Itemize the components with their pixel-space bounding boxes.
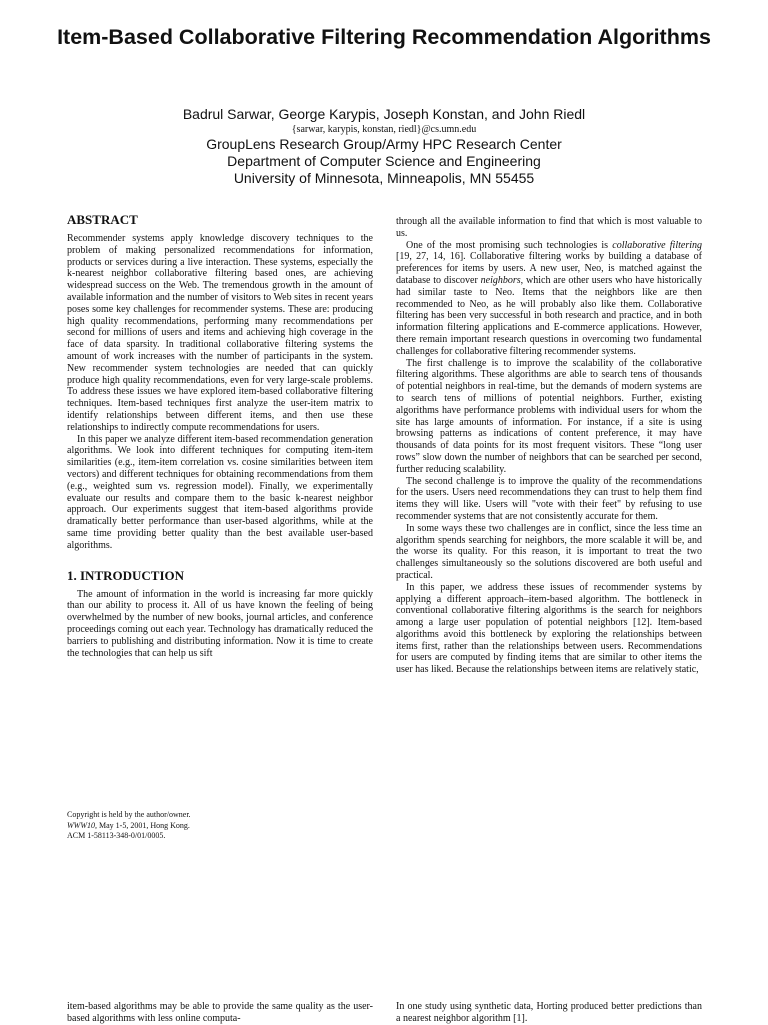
venue-name: WWW10, (67, 820, 97, 830)
intro-continuation: through all the available information to find that which is most valuable to us. (396, 216, 702, 239)
intro-paragraph-approach: In this paper, we address these issues of recommender systems by applying a different approach–item-based algorithm. The bottleneck in conventional collaborative filtering algorithms is the search for neighbors among a large user population of potential neighbors [12]. Item-based algorithms avoid this bottleneck by exploring the relationships between items first, rather than the relationships between users. Recommendations for users are computed by finding items that are similar to other items the user has liked. Because the relationships between items are relatively static, (396, 581, 702, 676)
emphasis-collaborative-filtering: collaborative filtering (612, 239, 702, 251)
author-names: Badrul Sarwar, George Karypis, Joseph Konstan, and John Riedl (182, 106, 586, 122)
introduction-paragraph-1: The amount of information in the world is increasing far more quickly than our ability to process it. All of us have known the feeling of being overwhelmed by the number of new books, journal articles, and conference proceedings coming out each year. Technology has dramatically reduced the barriers to publishing and distributing information. Now it is time to create the technologies that can help us sift (67, 588, 373, 659)
affiliation-department: Department of Computer Science and Engineering (227, 153, 541, 169)
text-run: , which are other users who have historically had similar taste to Neo. Items that the neighbors like are then recommended to Neo, as he will probably also like them. Collaborative filtering has been very successful in both research and practice, and in both information filtering applications and E-commerce applications. However, there remain important research questions in overcoming two fundamental challenges for collaborative filtering recommender systems. (396, 274, 702, 357)
abstract-heading: ABSTRACT (67, 212, 138, 227)
right-column (396, 216, 702, 676)
venue-details: May 1-5, 2001, Hong Kong. (97, 820, 190, 830)
acm-id-line: ACM 1-58113-348-0/01/0005. (67, 831, 166, 840)
text-run: One of the most promising such technologies is (406, 239, 613, 251)
author-emails: {sarwar, karypis, konstan, riedl}@cs.umn.edu (291, 124, 477, 135)
bottom-right-paragraph: In one study using synthetic data, Horting produced better predictions than a nearest neighbor algorithm [1]. (396, 1001, 702, 1024)
introduction-heading: 1. INTRODUCTION (67, 567, 185, 583)
emphasis-neighbors: neighbors (480, 274, 521, 286)
author-block (40, 106, 728, 187)
copyright-notice (67, 810, 373, 842)
bottom-right-text (396, 1001, 702, 1025)
intro-paragraph-collaborative (396, 240, 702, 358)
venue-line (67, 821, 373, 832)
copyright-line: Copyright is held by the author/owner. (67, 810, 191, 819)
abstract-paragraph-1: Recommender systems apply knowledge discovery techniques to the problem of making personalized recommendations for information, products or services during a live interaction. These systems, especially the k-nearest neighbor collaborative filtering based ones, are achieving widespread success on the Web. The tremendous growth in the amount of available information and the number of visitors to Web sites in recent years poses some key challenges for recommender systems. These are: producing high quality recommendations, performing many recommendations per second for millions of users and items and achieving high coverage in the face of data sparsity. In traditional collaborative filtering systems the amount of work increases with the number of participants in the system. New recommender system technologies are needed that can quickly produce high quality recommendations, even for very large-scale problems. To address these issues we have explored item-based collaborative filtering techniques. Item-based techniques first analyze the user-item matrix to identify relationships between different items, and then use these relationships to indirectly compute recommendations for users. (67, 233, 373, 433)
intro-paragraph-conflict: In some ways these two challenges are in conflict, since the less time an algorithm spends searching for neighbors, the more scalable it will be, and the worse its quality. For this reason, it is important to treat the two challenges simultaneously so the solutions discovered are both useful and practical. (396, 522, 702, 581)
bottom-left-text (67, 1001, 373, 1025)
abstract-paragraph-2: In this paper we analyze different item-based recommendation generation algorithms. We look into different techniques for computing item-item similarities (e.g., item-item correlation vs. cosine similarities between item vectors) and different techniques for obtaining recommendations from them (e.g., weighted sum vs. regression model). Finally, we experimentally evaluate our results and compare them to the basic k-nearest neighbor approach. Our experiments suggest that item-based algorithms provide dramatically better performance than user-based algorithms, while at the same time providing better quality than the best available user-based algorithms. (67, 433, 373, 551)
paper-title: Item-Based Collaborative Filtering Recommendation Algorithms (57, 25, 711, 49)
text-run: [19, 27, 14, 16]. Collaborative filtering works by building a database of preferences for items by users. A new user, Neo, is matched against the database to discover (396, 251, 702, 286)
affiliation-university: University of Minnesota, Minneapolis, MN 55455 (233, 170, 535, 186)
intro-paragraph-scalability: The first challenge is to improve the scalability of the collaborative filtering algorithms. These algorithms are able to search tens of thousands of potential neighbors in real-time, but the demands of modern systems are to search tens of millions of potential neighbors. Further, existing algorithms have performance problems with individual users for whom the site has large amounts of information. For instance, if a site is using browsing patterns as indications of content preference, it may have thousands of data points for its most frequent visitors. These “long user rows” slow down the number of neighbors that can be searched per second, further reducing scalability. (396, 357, 702, 475)
left-column (67, 212, 373, 659)
affiliation-group: GroupLens Research Group/Army HPC Research Center (206, 136, 562, 152)
bottom-left-paragraph: item-based algorithms may be able to provide the same quality as the user-based algorithms with less online computa- (67, 1001, 373, 1024)
intro-paragraph-quality: The second challenge is to improve the quality of the recommendations for the users. Users need recommendations they can trust to help them find items they will like. Users will "vote with their feet" by refusing to use recommender systems that are not consistently accurate for them. (396, 475, 702, 522)
